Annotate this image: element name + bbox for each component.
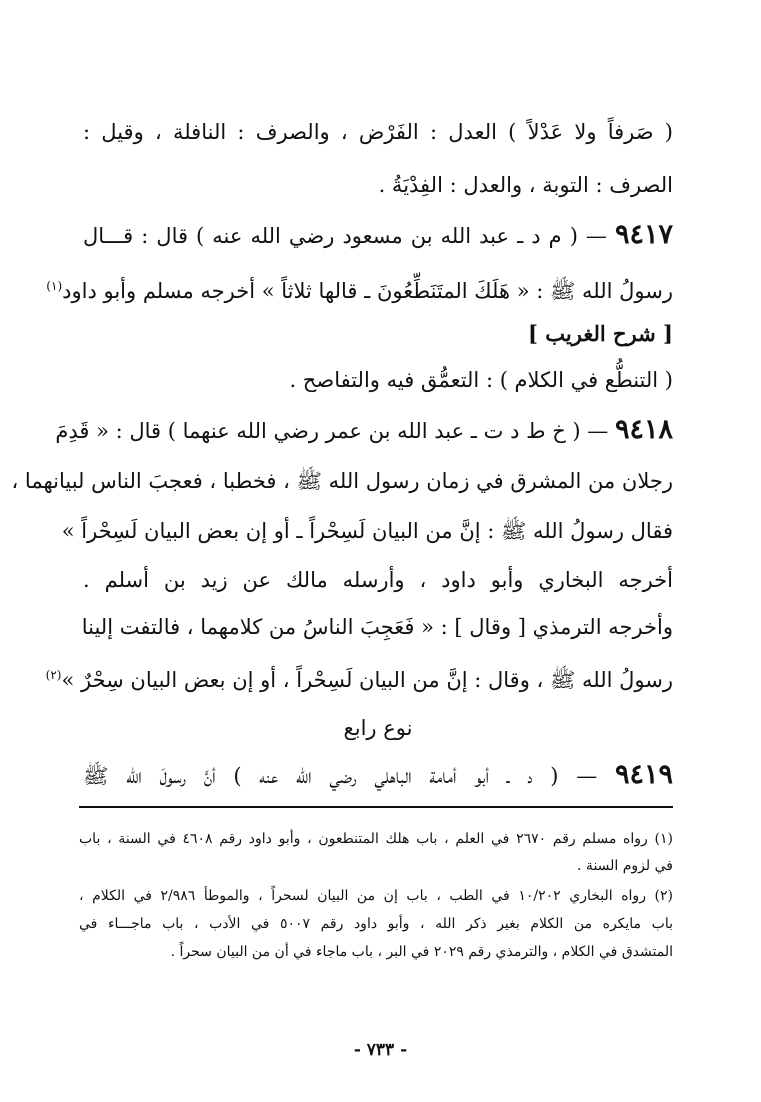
hadith-number: ٩٤١٩ bbox=[614, 759, 673, 790]
text-line: الصرف : التوبة ، والعدل : الفِدْيَةُ . bbox=[378, 173, 673, 197]
section-heading: [ شرح الغريب ] bbox=[528, 321, 673, 346]
hadith-header-text: — ( د ـ أبو أمامة الباهلي رضي الله عنه ) أنَّ رسولَ الله ﷺ bbox=[83, 764, 598, 788]
hadith-number: ٩٤١٧ bbox=[614, 219, 673, 250]
text-line bbox=[46, 271, 673, 306]
text-line: أخرجه البخاري وأبو داود ، وأرسله مالك عن زيد بن أسلم . bbox=[83, 568, 673, 592]
footnote-1-line: في لزوم السنة . bbox=[577, 858, 673, 874]
text-line bbox=[45, 660, 673, 695]
text-line-content: رسولُ الله ﷺ ، وقال : إنَّ من البيان لَسِحْراً ، أو إن بعض البيان سِحْرٌ » bbox=[61, 668, 673, 692]
text-line: فقال رسولُ الله ﷺ : إنَّ من البيان لَسِحْراً ـ أو إن بعض البيان لَسِحْراً » bbox=[61, 519, 673, 543]
hadith-9418-header bbox=[55, 414, 673, 446]
text-line-content: رسولُ الله ﷺ : « هَلَكَ المتَنَطِّعُونَ ـ قالها ثلاثاً » أخرجه مسلم وأبو داود bbox=[62, 279, 673, 303]
footnote-2-line: باب مايكره من الكلام بغير ذكر الله ، وأبو داود رقم ٥٠٠٧ في الأدب ، باب ماجـــاء في bbox=[79, 916, 673, 932]
footnote-separator bbox=[79, 806, 673, 808]
footnote-marker-2: (٢) bbox=[45, 668, 62, 682]
text-line: ( صَرفاً ولا عَدْلاً ) العدل : الفَرْض ، والصرف : النافلة ، وقيل : bbox=[83, 120, 673, 144]
text-line: وأخرجه الترمذي [ وقال ] : « فَعَجِبَ الناسُ من كلامهما ، فالتفت إلينا bbox=[81, 615, 673, 639]
hadith-9419-header bbox=[83, 760, 673, 791]
hadith-9417-header bbox=[83, 220, 673, 251]
footnote-2-line: (٢) رواه البخاري ١٠/٢٠٢ في الطب ، باب إن من البيان لسحراً ، والموطأ ٢/٩٨٦ في الكلام ، bbox=[79, 888, 673, 904]
hadith-header-text: — ( خ ط د ت ـ عبد الله بن عمر رضي الله عنهما ) قال : « قَدِمَ bbox=[55, 419, 609, 443]
footnote-2-line: المتشدق في الكلام ، والترمذي رقم ٢٠٢٩ في البر ، باب ماجاء في أن من البيان سحراً . bbox=[170, 944, 673, 960]
page-number: - ٧٣٣ - bbox=[353, 1040, 408, 1060]
hadith-number: ٩٤١٨ bbox=[614, 414, 673, 445]
text-line: ( التنطُّع في الكلام ) : التعمُّق فيه والتفاصح . bbox=[289, 368, 673, 392]
type-heading: نوع رابع bbox=[343, 716, 413, 740]
footnote-marker-1: (١) bbox=[46, 279, 63, 293]
footnote-1-line: (١) رواه مسلم رقم ٢٦٧٠ في العلم ، باب هلك المتنطعون ، وأبو داود رقم ٤٦٠٨ في السنة ، باب bbox=[79, 831, 673, 847]
text-line: رجلان من المشرق في زمان رسول الله ﷺ ، فخطبا ، فعجبَ الناس لبيانهما ، bbox=[11, 469, 673, 493]
hadith-header-text: — ( م د ـ عبد الله بن مسعود رضي الله عنه ) قال : قـــال bbox=[83, 224, 607, 248]
